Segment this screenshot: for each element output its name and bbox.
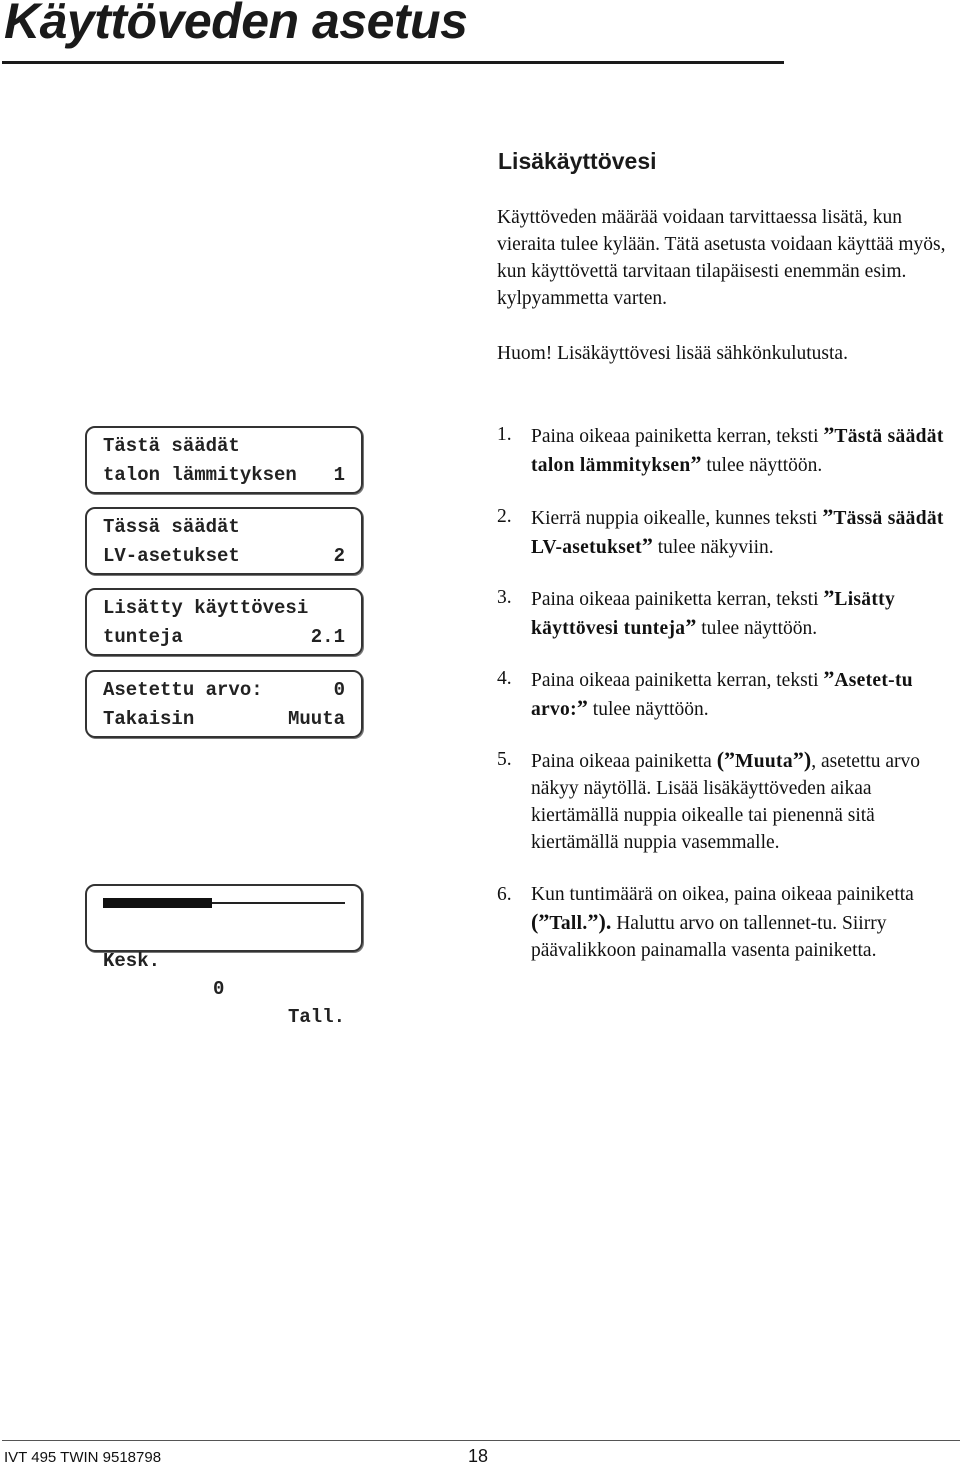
display-text: LV-asetukset — [103, 545, 240, 567]
display-menu-number: 2.1 — [310, 626, 345, 648]
step-display-text: Tästä säädät talon lämmityksen — [531, 426, 944, 476]
note-paragraph: Huom! Lisäkäyttövesi lisää sähkönkulutusta. — [497, 343, 848, 364]
display-slider — [85, 884, 363, 1028]
step-text: tulee näyttöön. — [587, 699, 709, 720]
display-text: talon lämmityksen — [103, 464, 297, 486]
step-display-text: Lisätty käyttövesi tunteja — [531, 589, 895, 639]
quote-open: ” — [822, 504, 834, 529]
step-text: Haluttu arvo on tallennet-tu. Siirry päävalikkoon painamalla vasenta painiketta. — [531, 913, 887, 961]
slider-track — [103, 902, 345, 904]
quote-close: ” — [576, 695, 588, 720]
display-value: 0 — [213, 978, 225, 1000]
quote-open: (” — [716, 747, 736, 772]
display-extra-hot-water-hours — [85, 588, 363, 656]
quote-open: ” — [823, 422, 835, 447]
step-display-text: Tässä säädät LV-asetukset — [531, 508, 944, 558]
display-cancel-label: Kesk. — [103, 950, 161, 972]
quote-close: ”). — [587, 909, 612, 934]
display-menu-number: 2 — [333, 545, 345, 567]
display-change-label: Muuta — [287, 708, 345, 730]
step-text: Paina oikeaa painiketta kerran, teksti — [531, 426, 824, 447]
step-text: Paina oikeaa painiketta kerran, teksti — [531, 589, 824, 610]
step-text: Kun tuntimäärä on oikea, paina oikeaa painiketta — [531, 884, 914, 905]
step-text: Kierrä nuppia oikealle, kunnes teksti — [531, 508, 823, 529]
quote-close: ” — [690, 451, 702, 476]
quote-close: ” — [685, 614, 697, 639]
step-display-text: Asetet-tu arvo: — [531, 670, 913, 720]
step-display-text: Tall. — [549, 913, 588, 934]
step-number: 3. — [497, 587, 512, 608]
step-number: 6. — [497, 884, 512, 905]
quote-close: ” — [641, 533, 653, 558]
page-number: 18 — [468, 1446, 489, 1466]
display-text: Asetettu arvo: — [103, 679, 263, 701]
display-hot-water-settings — [85, 507, 363, 575]
step-text: tulee näyttöön. — [696, 618, 818, 639]
display-back-label: Takaisin — [103, 708, 195, 730]
display-set-value — [85, 670, 363, 738]
display-text: Tässä säädät — [103, 516, 240, 538]
display-main-menu-heating — [85, 426, 363, 494]
step-number: 5. — [497, 749, 512, 770]
footer-document-id: IVT 495 TWIN 9518798 — [4, 1449, 162, 1466]
quote-open: (” — [531, 909, 550, 934]
footer-rule — [2, 1440, 960, 1441]
display-text: Lisätty käyttövesi — [103, 597, 309, 619]
display-text: Tästä säädät — [103, 435, 240, 457]
step-text: Paina oikeaa painiketta — [531, 751, 717, 772]
display-value: 0 — [333, 679, 345, 701]
step-number: 1. — [497, 424, 512, 445]
display-save-label: Tall. — [287, 1006, 345, 1028]
quote-open: ” — [823, 585, 835, 610]
quote-close: ”) — [792, 747, 812, 772]
step-text: , asetettu arvo näkyy näytöllä. Lisää lisäkäyttöveden aikaa kiertämällä nuppia oikealle tai pienennä sitä kiertämällä nuppia vasemmalle. — [531, 751, 921, 853]
step-text: tulee näkyviin. — [652, 537, 774, 558]
step-display-text: Muuta — [735, 751, 793, 772]
step-number: 2. — [497, 506, 512, 527]
quote-open: ” — [823, 666, 835, 691]
page-title: Käyttöveden asetus — [4, 0, 468, 49]
step-text: Paina oikeaa painiketta kerran, teksti — [531, 670, 824, 691]
section-heading: Lisäkäyttövesi — [498, 148, 657, 174]
step-number: 4. — [497, 668, 512, 689]
intro-paragraph: Käyttöveden määrää voidaan tarvittaessa lisätä, kun vieraita tulee kylään. Tätä asetusta voidaan käyttää myös, kun käyttövettä tarvitaan tilapäisesti enemmän esim. kylpyammetta varten. — [497, 207, 946, 309]
title-rule — [2, 61, 784, 64]
step-text: tulee näyttöön. — [701, 455, 823, 476]
display-menu-number: 1 — [333, 464, 345, 486]
slider-fill — [103, 898, 212, 908]
display-text: tunteja — [103, 626, 183, 648]
